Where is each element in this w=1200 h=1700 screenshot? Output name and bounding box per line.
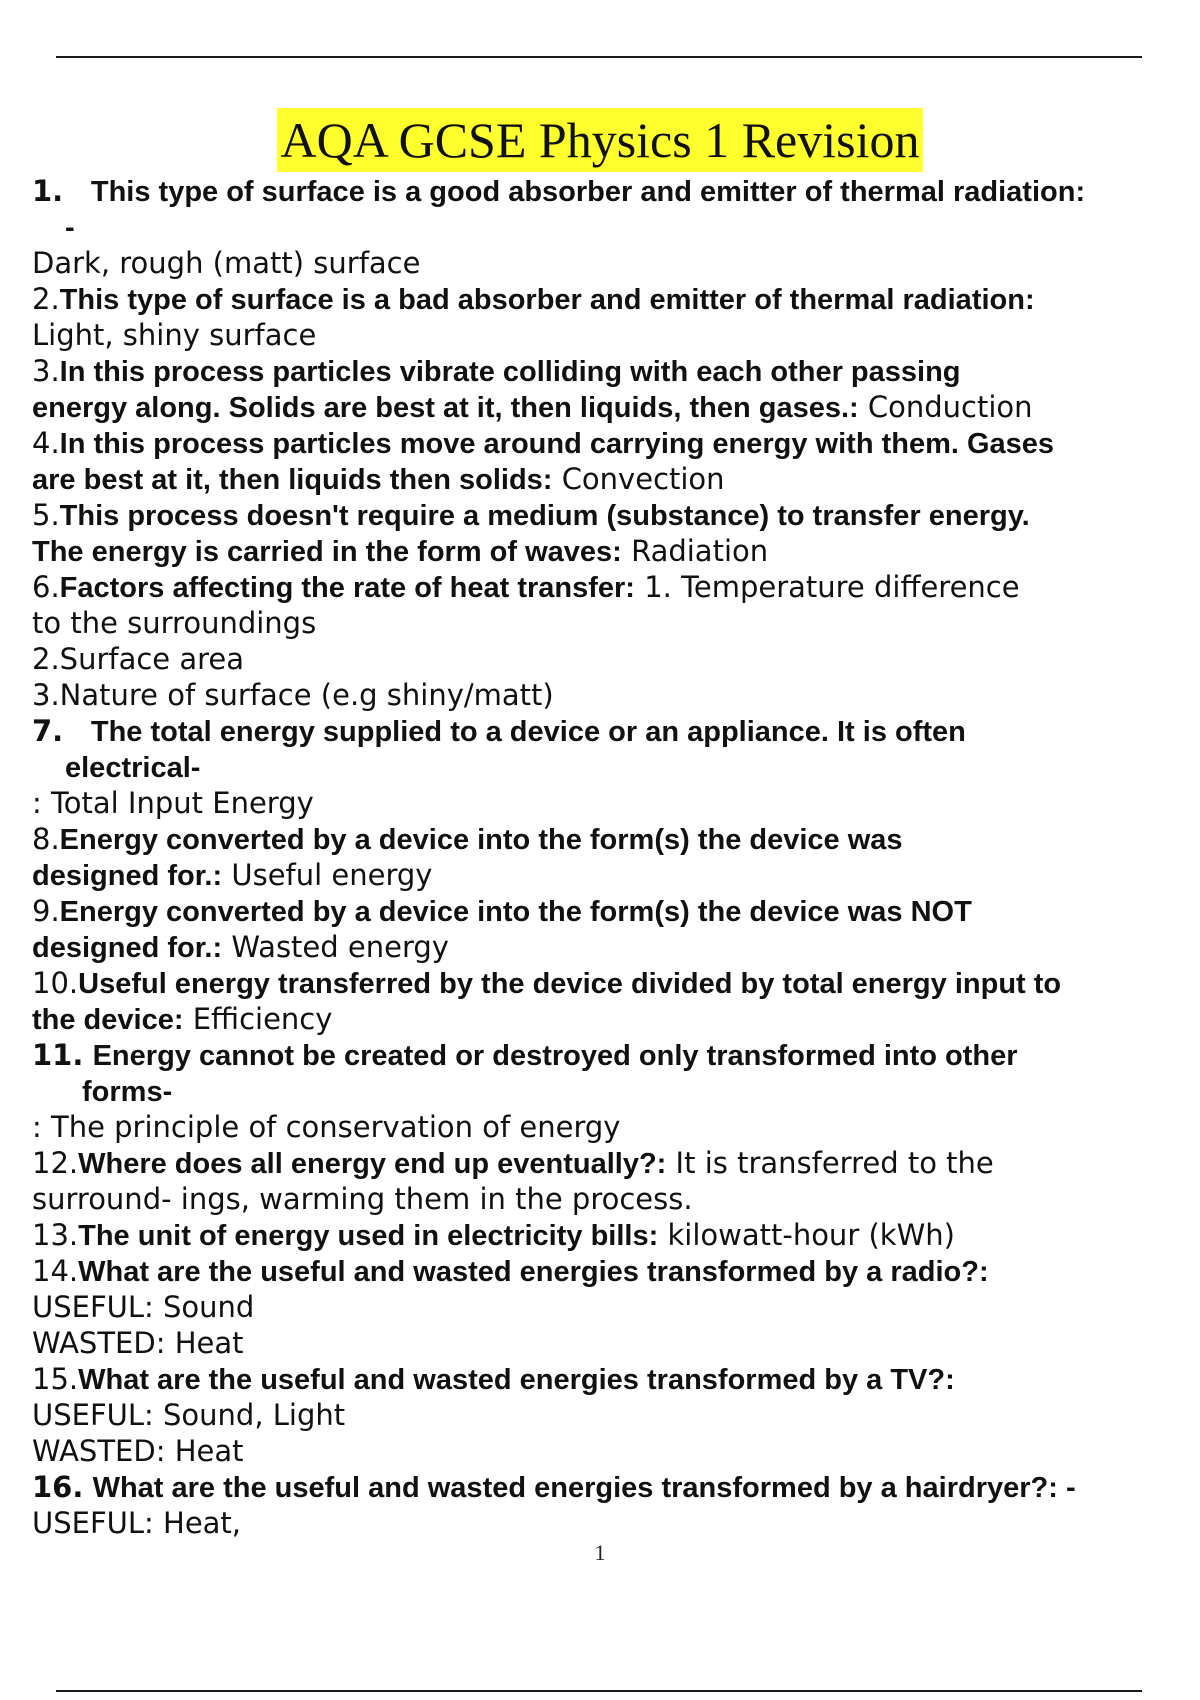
question-text: Useful energy transferred by the device divided by total energy input to [78, 968, 1062, 1000]
question-text: Energy converted by a device into the form(s) the device was NOT [59, 896, 972, 928]
question-15 [32, 1361, 1192, 1397]
question-number: 3. [32, 354, 60, 388]
answer-text: to the surroundings [32, 606, 317, 640]
question-1-dash [32, 209, 1192, 245]
question-text: designed for.: [32, 932, 223, 964]
question-11 [32, 1037, 1192, 1073]
answer-15-useful [32, 1397, 1192, 1433]
answer-16-useful [32, 1505, 1192, 1541]
question-number: 8. [32, 822, 60, 856]
question-text: In this process particles move around carrying energy with them. Gases [59, 428, 1055, 460]
answer-text: Conduction [867, 390, 1033, 424]
question-12 [32, 1145, 1192, 1181]
question-8 [32, 821, 1192, 857]
question-text: electrical- [65, 752, 201, 784]
question-3-cont [32, 389, 1192, 425]
answer-text: : The principle of conservation of energy [32, 1110, 621, 1144]
answer-text: Light, shiny surface [32, 318, 317, 352]
question-text: The total energy supplied to a device or an appliance. It is often [90, 716, 966, 748]
question-8-cont [32, 857, 1192, 893]
question-list [32, 173, 1192, 1541]
answer-6-cont [32, 605, 1192, 641]
question-text: are best at it, then liquids then solids: [32, 464, 553, 496]
answer-text: Useful energy [231, 858, 433, 892]
question-text: the device: [32, 1004, 184, 1036]
question-number: 13. [32, 1218, 79, 1252]
question-text: designed for.: [32, 860, 223, 892]
answer-2 [32, 317, 1192, 353]
question-2 [32, 281, 1192, 317]
answer-6-item-2 [32, 641, 1192, 677]
question-text: forms- [82, 1076, 173, 1108]
question-text: In this process particles vibrate colliding with each other passing [59, 356, 961, 388]
question-number: 6. [32, 570, 60, 604]
answer-text: Efficiency [192, 1002, 333, 1036]
question-number: 4. [32, 426, 60, 460]
question-text: The unit of energy used in electricity bills: [78, 1220, 659, 1252]
question-text: What are the useful and wasted energies transformed by a hairdryer?: - [92, 1472, 1076, 1504]
question-number: 2. [32, 282, 60, 316]
answer-text: USEFUL: Sound, Light [32, 1398, 346, 1432]
question-text: Where does all energy end up eventually?: [78, 1148, 667, 1180]
question-number: 14. [32, 1254, 79, 1288]
question-4 [32, 425, 1192, 461]
answer-text: surround- ings, warming them in the process. [32, 1182, 693, 1216]
question-text: energy along. Solids are best at it, then liquids, then gases.: [32, 392, 859, 424]
answer-11 [32, 1109, 1192, 1145]
question-number: 10. [32, 966, 79, 1000]
question-number: 5. [32, 498, 60, 532]
question-7 [32, 713, 1192, 749]
answer-text: USEFUL: Heat, [32, 1506, 242, 1540]
question-text: The energy is carried in the form of waves: [32, 536, 622, 568]
question-11-cont [32, 1073, 1192, 1109]
question-16 [32, 1469, 1192, 1505]
question-text: This process doesn't require a medium (substance) to transfer energy. [59, 500, 1030, 532]
page-title: AQA GCSE Physics 1 Revision [277, 108, 924, 172]
title-wrapper [0, 108, 1200, 172]
bottom-rule [56, 1690, 1142, 1692]
answer-text: WASTED: Heat [32, 1326, 244, 1360]
question-text: This type of surface is a bad absorber and emitter of thermal radiation: [59, 284, 1035, 316]
answer-text: : Total Input Energy [32, 786, 314, 820]
question-3 [32, 353, 1192, 389]
answer-text: WASTED: Heat [32, 1434, 244, 1468]
question-text: Factors affecting the rate of heat transfer: [59, 572, 635, 604]
page-number: 1 [594, 1540, 606, 1565]
question-number: 1. [32, 174, 64, 208]
answer-text: 3.Nature of surface (e.g shiny/matt) [32, 678, 554, 712]
question-number: 15. [32, 1362, 79, 1396]
question-13 [32, 1217, 1192, 1253]
answer-12-cont [32, 1181, 1192, 1217]
answer-7 [32, 785, 1192, 821]
question-number: 16. [32, 1470, 84, 1504]
answer-text: USEFUL: Sound [32, 1290, 255, 1324]
question-9-cont [32, 929, 1192, 965]
question-10 [32, 965, 1192, 1001]
question-7-cont [32, 749, 1192, 785]
answer-text: 2.Surface area [32, 642, 245, 676]
question-number: 7. [32, 714, 64, 748]
question-4-cont [32, 461, 1192, 497]
question-number: 11. [32, 1038, 84, 1072]
question-5 [32, 497, 1192, 533]
question-number: 12. [32, 1146, 79, 1180]
question-text: What are the useful and wasted energies transformed by a TV?: [78, 1364, 955, 1396]
answer-15-wasted [32, 1433, 1192, 1469]
question-text: Energy cannot be created or destroyed only transformed into other [92, 1040, 1018, 1072]
answer-6-item-3 [32, 677, 1192, 713]
question-9 [32, 893, 1192, 929]
answer-text: Dark, rough (matt) surface [32, 246, 421, 280]
answer-text: 1. Temperature difference [644, 570, 1020, 604]
question-10-cont [32, 1001, 1192, 1037]
question-text: What are the useful and wasted energies transformed by a radio?: [78, 1256, 989, 1288]
question-text: Energy converted by a device into the form(s) the device was [59, 824, 903, 856]
question-number: 9. [32, 894, 60, 928]
question-1 [32, 173, 1192, 209]
answer-14-wasted [32, 1325, 1192, 1361]
answer-14-useful [32, 1289, 1192, 1325]
dash: - [65, 212, 75, 244]
question-6 [32, 569, 1192, 605]
question-14 [32, 1253, 1192, 1289]
answer-text: It is transferred to the [675, 1146, 994, 1180]
answer-text: Convection [561, 462, 725, 496]
answer-text: Radiation [631, 534, 769, 568]
answer-1 [32, 245, 1192, 281]
answer-text: kilowatt-hour (kWh) [667, 1218, 955, 1252]
top-rule [56, 56, 1142, 58]
question-text: This type of surface is a good absorber and emitter of thermal radiation: [90, 176, 1086, 208]
answer-text: Wasted energy [231, 930, 449, 964]
question-5-cont [32, 533, 1192, 569]
